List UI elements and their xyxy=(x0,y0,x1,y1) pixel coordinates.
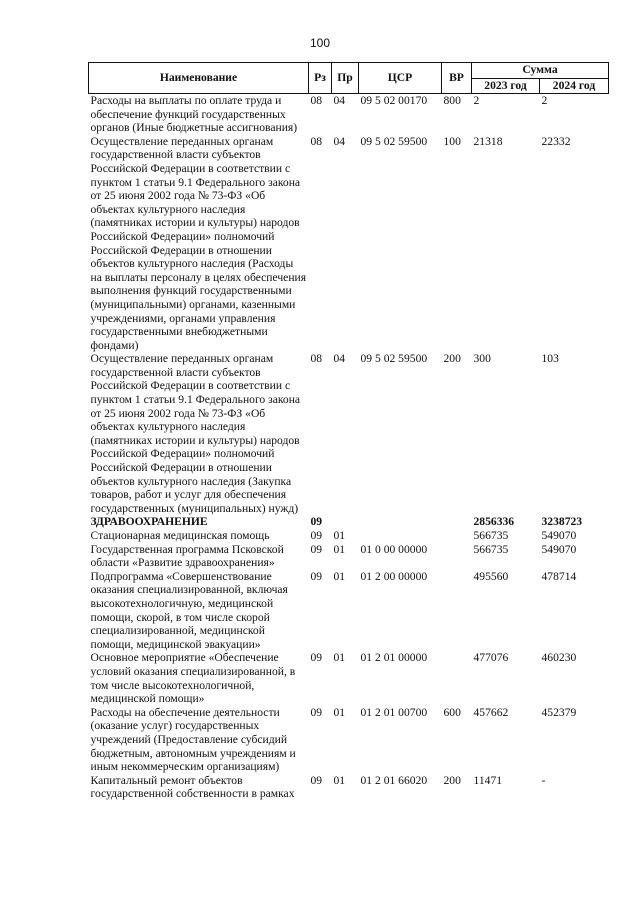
cell-pr: 01 xyxy=(333,705,346,719)
cell-sum-2023: 2 xyxy=(473,94,480,107)
cell-pr: 01 xyxy=(333,529,346,542)
cell-rz: 09 xyxy=(310,542,323,556)
table-header xyxy=(89,63,609,94)
cell-vr: 200 xyxy=(443,352,461,366)
cell-sum-2023: 566735 xyxy=(473,529,509,542)
cell-sum-2024: 22332 xyxy=(541,134,571,148)
table-row xyxy=(89,135,609,353)
cell-rz: 08 xyxy=(310,134,323,148)
cell-csr: 01 0 00 00000 xyxy=(360,542,428,556)
table-row xyxy=(89,543,609,570)
cell-vr: 100 xyxy=(443,134,461,148)
cell-name: Расходы на обеспечение деятельности (оказание услуг) государственных учреждений (Предоставление субсидий бюджетным, автономным учреждениям и иным некоммерческим организациям) xyxy=(90,705,296,774)
cell-vr xyxy=(442,529,472,543)
table-row xyxy=(89,706,609,774)
cell-pr: 01 xyxy=(333,569,346,583)
table-body xyxy=(89,94,609,801)
header-rz: Рз xyxy=(309,63,332,94)
cell-sum-2023: 457662 xyxy=(473,705,509,719)
cell-name: Капитальный ремонт объектов государственной собственности в рамках xyxy=(90,773,295,801)
cell-pr: 01 xyxy=(333,542,346,556)
cell-sum-2024: 549070 xyxy=(541,529,577,542)
cell-sum-2023: 2856336 xyxy=(473,515,515,529)
cell-vr xyxy=(442,651,472,705)
cell-sum-2024: 460230 xyxy=(541,651,577,665)
page-number: 100 xyxy=(309,36,331,50)
cell-csr xyxy=(359,529,442,543)
cell-sum-2024: 452379 xyxy=(541,705,577,719)
cell-sum-2023: 21318 xyxy=(473,134,503,148)
cell-csr: 09 5 02 59500 xyxy=(360,352,428,366)
cell-csr xyxy=(359,515,442,529)
cell-pr: 01 xyxy=(333,773,346,787)
cell-vr: 600 xyxy=(443,705,461,719)
cell-pr: 04 xyxy=(333,352,346,366)
cell-sum-2024: 3238723 xyxy=(541,515,583,529)
cell-pr xyxy=(332,515,359,529)
table-row xyxy=(89,774,609,801)
cell-vr xyxy=(442,515,472,529)
cell-sum-2024: - xyxy=(541,773,546,787)
header-2024: 2024 год xyxy=(540,78,609,94)
cell-rz: 09 xyxy=(310,651,323,665)
cell-name: Подпрограмма «Совершенствование оказания специализированной, включая высокотехнологичную, медицинской помощи, скорой, в том числе скорой специализированной, медицинской помощи, медицинской эвакуации» xyxy=(90,569,288,651)
cell-vr xyxy=(442,543,472,570)
cell-csr: 09 5 02 59500 xyxy=(360,134,428,148)
cell-rz: 08 xyxy=(310,94,323,107)
cell-sum-2023: 477076 xyxy=(473,651,509,665)
cell-rz: 09 xyxy=(310,529,323,542)
cell-sum-2023: 11471 xyxy=(473,773,503,787)
cell-name: ЗДРАВООХРАНЕНИЕ xyxy=(90,515,208,529)
header-vr: ВР xyxy=(442,63,472,94)
cell-csr: 01 2 01 00700 xyxy=(360,705,428,719)
table-row xyxy=(89,529,609,543)
cell-rz: 09 xyxy=(310,569,323,583)
cell-sum-2024: 103 xyxy=(541,352,559,366)
header-2023: 2023 год xyxy=(472,78,540,94)
cell-name: Осуществление переданных органам государственной власти субъектов Российской Федерации в соответствии с пунктом 1 статьи 9.1 Федерального закона от 25 июня 2002 года № 73-ФЗ «Об объектах культурного наследия (памятниках истории и культуры) народов Российской Федерации» полномочий Российской Федерации в отношении объектов культурного наследия (Расходы на выплаты персоналу в целях обеспечения выполнения функций государственными (муниципальными) органами, казенными учреждениями, органами управления государственными внебюджетными фондами) xyxy=(90,134,307,352)
cell-name: Расходы на выплаты по оплате труда и обеспечение функций государственных органов (Иные бюджетные ассигнования) xyxy=(90,94,298,135)
cell-pr: 04 xyxy=(333,94,346,107)
cell-csr: 01 2 01 66020 xyxy=(360,773,428,787)
header-pr: Пр xyxy=(332,63,359,94)
cell-rz: 08 xyxy=(310,352,323,366)
table-row xyxy=(89,570,609,652)
cell-rz: 09 xyxy=(310,515,323,529)
table-row xyxy=(89,94,609,135)
cell-csr: 09 5 02 00170 xyxy=(360,94,428,107)
cell-vr: 200 xyxy=(443,773,461,787)
cell-sum-2024: 478714 xyxy=(541,569,577,583)
cell-sum-2023: 566735 xyxy=(473,542,509,556)
cell-pr: 04 xyxy=(333,134,346,148)
cell-csr: 01 2 01 00000 xyxy=(360,651,428,665)
cell-csr: 01 2 00 00000 xyxy=(360,569,428,583)
table-row xyxy=(89,651,609,705)
budget-table xyxy=(88,62,609,801)
cell-name: Основное мероприятие «Обеспечение условий оказания специализированной, в том числе высокотехнологичной, медицинской помощи» xyxy=(90,651,296,706)
table-row xyxy=(89,352,609,515)
cell-name: Стационарная медицинская помощь xyxy=(90,529,270,542)
section-row xyxy=(89,515,609,529)
cell-sum-2024: 2 xyxy=(541,94,548,107)
cell-sum-2023: 495560 xyxy=(473,569,509,583)
cell-vr xyxy=(442,570,472,652)
cell-name: Осуществление переданных органам государственной власти субъектов Российской Федерации в соответствии с пунктом 1 статьи 9.1 Федерального закона от 25 июня 2002 года № 73-ФЗ «Об объектах культурного наследия (памятниках истории и культуры) народов Российской Федерации» полномочий Российской Федерации в отношении объектов культурного наследия (Закупка товаров, работ и услуг для обеспечения государственных (муниципальных) нужд) xyxy=(90,352,301,515)
cell-vr: 800 xyxy=(443,94,461,107)
cell-name: Государственная программа Псковской области «Развитие здравоохранения» xyxy=(90,542,284,570)
header-sum: Сумма xyxy=(472,63,609,79)
cell-pr: 01 xyxy=(333,651,346,665)
cell-rz: 09 xyxy=(310,705,323,719)
header-name: Наименование xyxy=(89,63,309,94)
cell-rz: 09 xyxy=(310,773,323,787)
header-csr: ЦСР xyxy=(359,63,442,94)
cell-sum-2024: 549070 xyxy=(541,542,577,556)
cell-sum-2023: 300 xyxy=(473,352,491,366)
